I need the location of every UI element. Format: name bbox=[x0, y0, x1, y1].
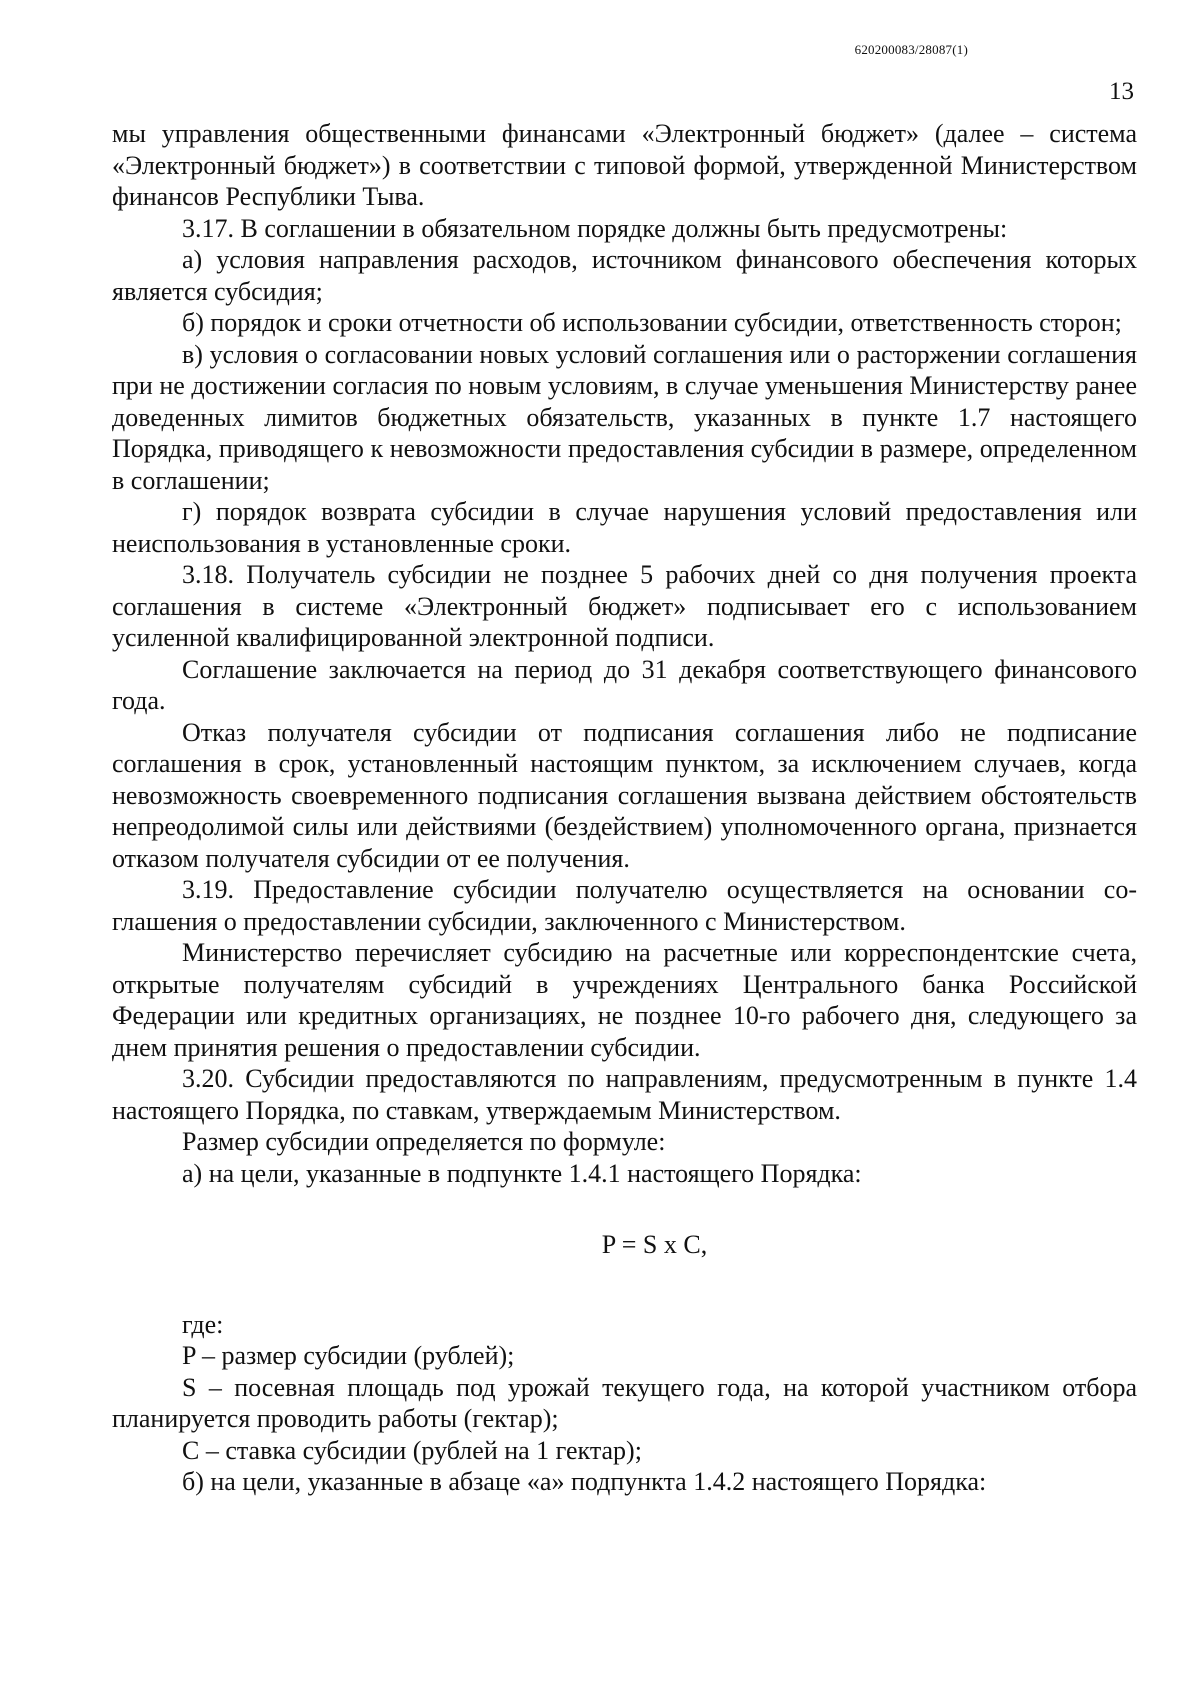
paragraph-3-18: 3.18. Получатель субсидии не позднее 5 рабочих дней со дня получения проекта соглашения в системе «Электронный бюджет» подписывает его с использованием усиленной квалифицированной электронной подписи. bbox=[112, 560, 1137, 652]
paragraph-refusal: Отказ получателя субсидии от подписания соглашения либо не подписание соглашения в срок, установленный настоящим пунктом, за исключением случаев, когда невозможность своевременного подписания соглашения вызвана действием обстоятельств непреодолимой силы или действиями (бездействием) уполномоченного органа, признается отказом получателя субсидии от ее получения. bbox=[112, 717, 1137, 873]
paragraph-3-17-b: б) порядок и сроки отчетности об использовании субсидии, ответственность сторон; bbox=[182, 308, 1122, 337]
page-number: 13 bbox=[1109, 78, 1134, 105]
paragraph-3-17-v: в) условия о согласовании новых условий соглашения или о расторжении соглашения при не достижении согласия по новым условиям, в случае уменьшения Министерству ранее доведенных лимитов бюджетных обязательств, указанных в пункте 1.7 настоящего Порядка, приводящего к невозможности предоставления субсидии в размере, определенном в соглашении; bbox=[112, 339, 1137, 495]
paragraph-3-20: 3.20. Субсидии предоставляются по направлениям, предусмотренным в пункте 1.4 настоящего Порядка, по ставкам, утверждаемым Министерством. bbox=[112, 1064, 1137, 1125]
paragraph-transfer: Министерство перечисляет субсидию на расчетные или корреспондентские счета, открытые получателям субсидий в учреждениях Центрального банка Российской Федерации или кредитных организациях, не позднее 10-го рабочего дня, следующего за днем принятия решения о предоставлении субсидии. bbox=[112, 938, 1137, 1062]
paragraph-continuation: мы управления общественными финансами «Электронный бюджет» (далее – система «Электронный бюджет») в соответствии с типовой формой, утвержденной Министерством финансов Республики Тыва. bbox=[112, 119, 1137, 211]
document-body bbox=[112, 118, 1137, 1498]
paragraph-agreement-period: Соглашение заключается на период до 31 декабря соответствующего финансового года. bbox=[112, 654, 1137, 715]
paragraph-3-17-a: а) условия направления расходов, источником финансового обеспечения которых является субсидия; bbox=[112, 245, 1137, 306]
paragraph-item-b: б) на цели, указанные в абзаце «а» подпункта 1.4.2 настоящего Порядка: bbox=[182, 1467, 987, 1496]
definition-s: S – посевная площадь под урожай текущего года, на которой участником отбора планируется проводить работы (гектар); bbox=[112, 1372, 1137, 1433]
paragraph-3-17: 3.17. В соглашении в обязательном порядке должны быть предусмотрены: bbox=[182, 213, 1008, 243]
definition-c: C – ставка субсидии (рублей на 1 гектар); bbox=[182, 1435, 642, 1465]
paragraph-formula-intro: Размер субсидии определяется по формуле: bbox=[182, 1127, 666, 1156]
paragraph-3-19: 3.19. Предоставление субсидии получателю осуществляется на основании соглашения о предоставлении субсидии, заключенного с Министерством. bbox=[112, 875, 1137, 936]
paragraph-item-a: а) на цели, указанные в подпункте 1.4.1 настоящего Порядка: bbox=[182, 1158, 862, 1188]
definition-where: где: bbox=[182, 1309, 224, 1339]
subsidy-formula: P = S x C, bbox=[601, 1230, 708, 1259]
document-registration-number: 620200083/28087(1) bbox=[854, 42, 968, 57]
paragraph-3-17-g: г) порядок возврата субсидии в случае нарушения условий предоставления или неиспользования в установленные сроки. bbox=[112, 497, 1137, 558]
definition-p: P – размер субсидии (рублей); bbox=[182, 1341, 515, 1370]
